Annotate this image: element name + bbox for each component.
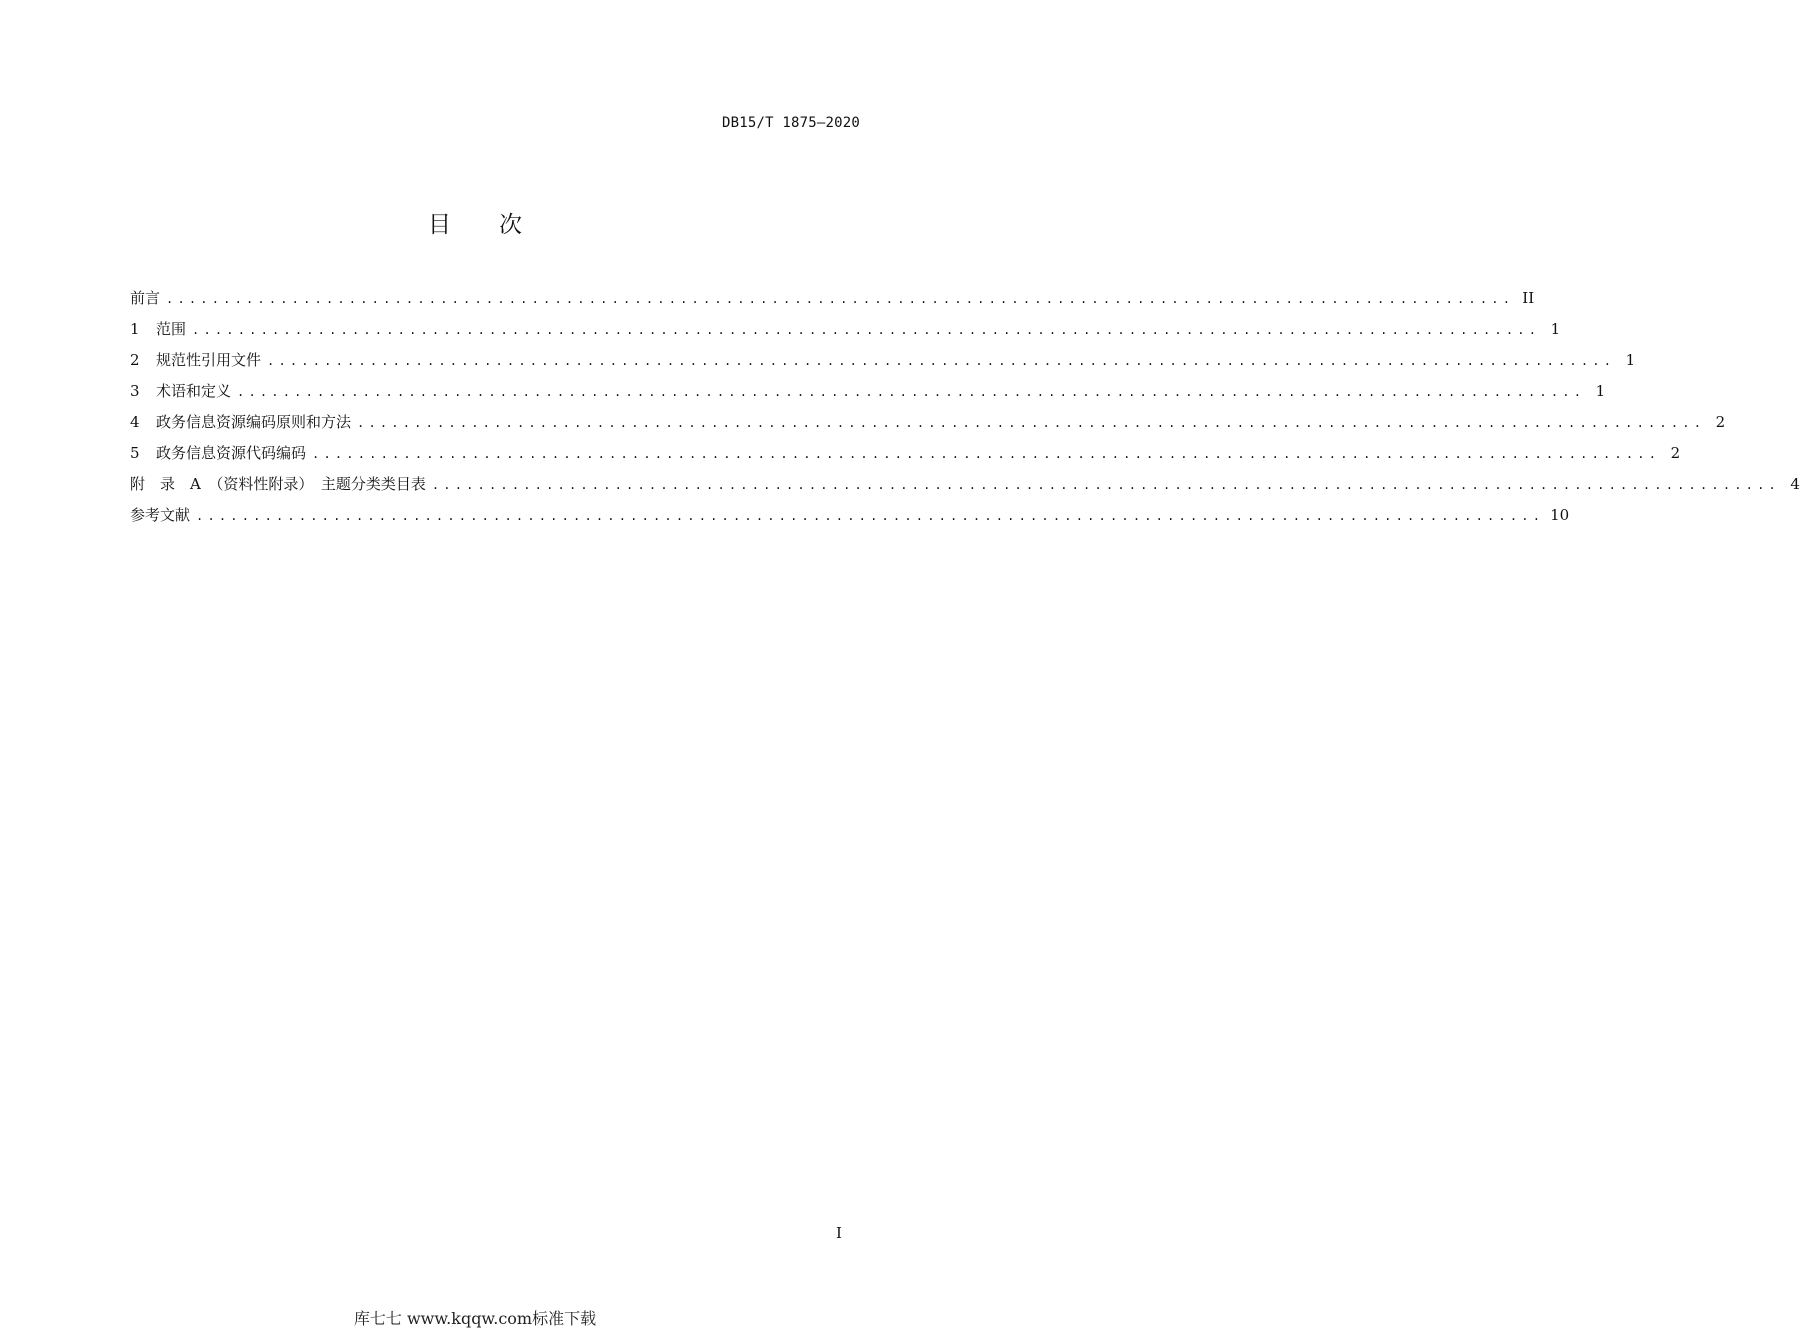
toc-entry-page: 4 [1790,475,1800,493]
toc-entry-label: 附 录 A （资料性附录） 主题分类类目表 [130,475,426,493]
toc-entry-label: 参考文献 [130,506,191,524]
toc-leader-dots: ...................................................................................................................... [312,447,1661,461]
toc-entry-page: 1 [1625,351,1636,369]
toc-entry-appendix-a[interactable] [130,473,1800,504]
toc-entry-number: 3 [130,382,140,400]
toc-entry-number: 5 [130,444,140,462]
toc-entry-bibliography[interactable] [130,504,1570,535]
toc-entry-coding-principles[interactable] [130,411,1726,442]
toc-entry-label: 范围 [156,320,187,338]
toc-entry-number: 4 [130,413,140,431]
toc-entry-code-coding[interactable] [130,442,1681,473]
toc-entry-page: 2 [1670,444,1681,462]
footer-watermark-text: 库七七 www.kqqw.com标准下载 [353,1309,597,1328]
toc-leader-dots: ...................................................................................................................... [166,292,1515,306]
toc-entry-terms-definitions[interactable] [130,380,1606,411]
toc-entry-label: 政务信息资源编码原则和方法 [156,413,352,431]
title-char-2: 次 [499,212,522,238]
toc-entry-number: 2 [130,351,140,369]
toc-entry-page: 1 [1550,320,1561,338]
toc-entry-normative-references[interactable] [130,349,1636,380]
toc-leader-dots: ...................................................................................................................... [237,385,1586,399]
toc-entry-page: II [1522,289,1535,307]
toc-entry-page: 10 [1550,506,1570,524]
toc-entry-foreword[interactable] [130,287,1535,318]
toc-entry-label: 规范性引用文件 [156,351,262,369]
toc-leader-dots: ...................................................................................................................... [357,416,1706,430]
toc-entry-scope[interactable] [130,318,1561,349]
page-number: I [836,1224,842,1242]
toc-entry-number: 1 [130,320,140,338]
toc-entry-label: 政务信息资源代码编码 [156,444,307,462]
toc-entry-page: 1 [1595,382,1606,400]
table-of-contents [130,287,1800,535]
document-code: DB15/T 1875—2020 [721,115,860,131]
toc-leader-dots: ...................................................................................................................... [267,354,1616,368]
page-title [0,206,950,239]
toc-leader-dots: ...................................................................................................................... [431,478,1780,492]
toc-leader-dots: ...................................................................................................................... [196,509,1545,523]
toc-entry-label: 前言 [130,289,161,307]
title-char-1: 目 [428,212,451,238]
toc-entry-label: 术语和定义 [156,382,232,400]
toc-leader-dots: ...................................................................................................................... [192,323,1541,337]
toc-entry-page: 2 [1715,413,1726,431]
